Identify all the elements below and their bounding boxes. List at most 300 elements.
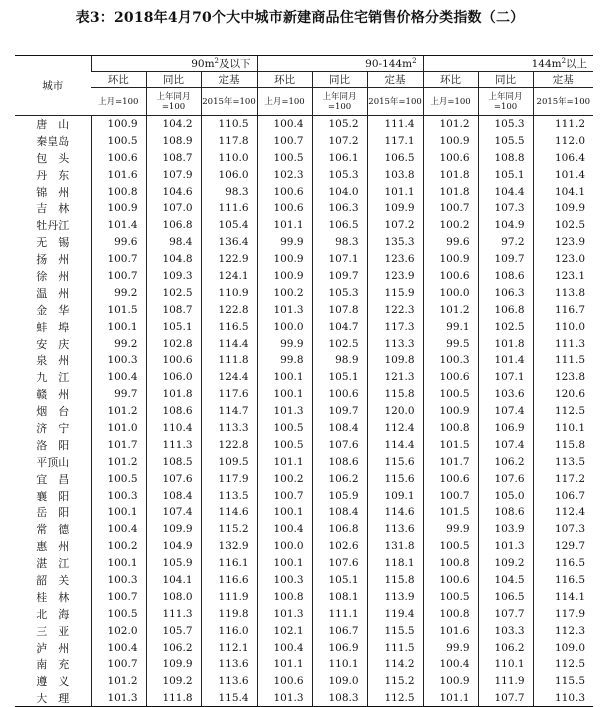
index-value-cell: 115.8 (367, 386, 423, 403)
city-name-cell: 徐 州 (36, 269, 70, 283)
index-value-cell: 100.3 (91, 487, 146, 504)
index-value-cell: 100.7 (423, 487, 478, 504)
index-value-cell: 109.7 (312, 403, 367, 420)
index-value-cell: 108.1 (312, 588, 367, 605)
index-value-cell: 114.1 (533, 588, 593, 605)
index-value-cell: 124.4 (201, 369, 257, 386)
city-name-cell: 泸 州 (36, 641, 70, 655)
city-name-cell: 金 华 (36, 303, 70, 317)
index-value-cell: 121.3 (367, 369, 423, 386)
city-name-cell: 安 庆 (36, 337, 70, 351)
index-value-cell: 109.2 (478, 555, 533, 572)
index-value-cell: 101.6 (91, 166, 146, 183)
index-value-cell: 106.3 (478, 284, 533, 301)
metric-header-base: 定基 (533, 72, 593, 88)
index-value-cell: 111.5 (533, 352, 593, 369)
index-value-cell: 99.9 (423, 639, 478, 656)
index-value-cell: 110.0 (533, 318, 593, 335)
index-value-cell: 100.9 (423, 403, 478, 420)
index-value-cell: 112.0 (533, 132, 593, 149)
index-value-cell: 129.7 (533, 538, 593, 555)
index-value-cell: 100.6 (312, 386, 367, 403)
city-name-cell: 温 州 (36, 286, 70, 300)
city-name-cell: 襄 阳 (36, 489, 70, 503)
index-value-cell: 105.1 (312, 369, 367, 386)
group-label-main: 90m (191, 58, 215, 70)
index-value-cell: 110.1 (478, 656, 533, 673)
index-value-cell: 106.7 (533, 487, 593, 504)
index-value-cell: 101.1 (257, 217, 312, 234)
index-value-cell: 106.2 (312, 470, 367, 487)
index-value-cell: 106.2 (478, 639, 533, 656)
index-value-cell: 101.3 (257, 301, 312, 318)
index-value-cell: 100.1 (91, 504, 146, 521)
city-name-cell: 九 江 (36, 371, 70, 385)
metric-header-mom: 环比 (423, 72, 478, 88)
index-value-cell: 101.2 (91, 453, 146, 470)
index-value-cell: 111.8 (146, 690, 201, 707)
metric-header-mom: 环比 (257, 72, 312, 88)
index-value-cell: 114.7 (201, 403, 257, 420)
index-value-cell: 108.8 (478, 149, 533, 166)
index-value-cell: 115.2 (367, 673, 423, 690)
table-row (15, 487, 593, 504)
index-value-cell: 101.4 (533, 166, 593, 183)
index-value-cell: 119.4 (367, 605, 423, 622)
index-value-cell: 106.5 (367, 149, 423, 166)
table-row (15, 605, 593, 622)
header-row-bases (15, 88, 593, 116)
index-value-cell: 110.1 (533, 420, 593, 437)
index-value-cell: 100.7 (91, 251, 146, 268)
index-value-cell: 100.8 (91, 183, 146, 200)
index-value-cell: 136.4 (201, 234, 257, 251)
base-header-2015: 2015年=100 (201, 88, 257, 116)
index-value-cell: 100.0 (257, 538, 312, 555)
index-value-cell: 108.7 (146, 149, 201, 166)
index-value-cell: 113.5 (201, 487, 257, 504)
table-row (15, 453, 593, 470)
index-value-cell: 112.5 (367, 690, 423, 707)
index-value-cell: 123.9 (367, 268, 423, 285)
table-body (15, 116, 593, 707)
index-value-cell: 100.6 (423, 149, 478, 166)
group-label-sup: 2 (561, 57, 567, 65)
index-value-cell: 106.2 (478, 453, 533, 470)
index-value-cell: 107.3 (478, 200, 533, 217)
index-value-cell: 99.9 (257, 335, 312, 352)
index-value-cell: 117.9 (533, 605, 593, 622)
index-value-cell: 106.9 (312, 639, 367, 656)
index-value-cell: 111.3 (533, 335, 593, 352)
index-value-cell: 110.4 (146, 420, 201, 437)
index-value-cell: 100.0 (423, 284, 478, 301)
index-value-cell: 100.2 (91, 538, 146, 555)
index-value-cell: 100.2 (423, 217, 478, 234)
index-value-cell: 112.5 (533, 403, 593, 420)
index-value-cell: 103.6 (478, 386, 533, 403)
index-value-cell: 120.6 (533, 386, 593, 403)
index-value-cell: 100.6 (423, 572, 478, 589)
header-row-metrics (15, 72, 593, 88)
city-name-cell: 无 锡 (36, 236, 70, 250)
table-row (15, 234, 593, 251)
index-value-cell: 100.7 (257, 132, 312, 149)
city-name-cell: 吉 林 (36, 202, 70, 216)
header-row-groups (15, 56, 593, 72)
index-value-cell: 103.3 (478, 622, 533, 639)
table-row (15, 555, 593, 572)
index-value-cell: 107.6 (312, 555, 367, 572)
index-value-cell: 101.2 (423, 301, 478, 318)
index-value-cell: 107.3 (533, 521, 593, 538)
index-value-cell: 107.2 (367, 217, 423, 234)
table-row (15, 639, 593, 656)
index-value-cell: 111.4 (367, 116, 423, 133)
index-value-cell: 122.3 (367, 301, 423, 318)
index-value-cell: 106.9 (478, 420, 533, 437)
index-value-cell: 99.9 (257, 234, 312, 251)
index-value-cell: 100.0 (257, 318, 312, 335)
index-value-cell: 105.3 (312, 166, 367, 183)
city-name-cell: 三 亚 (36, 624, 70, 638)
index-value-cell: 109.0 (533, 639, 593, 656)
index-value-cell: 100.5 (423, 538, 478, 555)
index-value-cell: 101.3 (257, 605, 312, 622)
index-value-cell: 116.6 (201, 572, 257, 589)
index-value-cell: 117.1 (367, 132, 423, 149)
group-label-sup: 2 (412, 57, 417, 65)
table-row (15, 504, 593, 521)
index-value-cell: 100.7 (257, 487, 312, 504)
index-value-cell: 98.3 (201, 183, 257, 200)
index-value-cell: 107.6 (146, 470, 201, 487)
index-value-cell: 101.8 (478, 335, 533, 352)
index-value-cell: 113.6 (201, 673, 257, 690)
base-header-prev-month: 上月=100 (423, 88, 478, 116)
index-value-cell: 101.5 (423, 436, 478, 453)
index-value-cell: 100.9 (423, 132, 478, 149)
index-value-cell: 116.5 (533, 572, 593, 589)
index-value-cell: 100.3 (91, 352, 146, 369)
index-value-cell: 104.1 (533, 183, 593, 200)
table-row (15, 673, 593, 690)
index-value-cell: 105.7 (146, 622, 201, 639)
index-value-cell: 111.6 (201, 200, 257, 217)
index-value-cell: 123.8 (533, 369, 593, 386)
index-value-cell: 101.3 (257, 690, 312, 707)
index-value-cell: 107.4 (478, 403, 533, 420)
index-value-cell: 105.1 (146, 318, 201, 335)
price-index-table (15, 56, 593, 707)
index-value-cell: 100.4 (257, 639, 312, 656)
index-value-cell: 100.8 (423, 420, 478, 437)
index-value-cell: 114.2 (367, 656, 423, 673)
city-name-cell: 湛 江 (36, 557, 70, 571)
index-value-cell: 100.6 (257, 200, 312, 217)
index-value-cell: 98.3 (312, 234, 367, 251)
index-value-cell: 100.5 (257, 149, 312, 166)
city-name-cell: 丹 东 (36, 168, 70, 182)
index-value-cell: 108.4 (146, 487, 201, 504)
index-value-cell: 105.0 (478, 487, 533, 504)
index-value-cell: 108.4 (312, 420, 367, 437)
index-value-cell: 107.2 (312, 132, 367, 149)
index-value-cell: 109.9 (533, 200, 593, 217)
group-label-main: 90-144m (365, 58, 413, 70)
group-label-sup: 2 (214, 57, 220, 65)
index-value-cell: 100.5 (91, 605, 146, 622)
city-name-cell: 牡丹江 (36, 219, 70, 233)
index-value-cell: 117.8 (201, 132, 257, 149)
index-value-cell: 100.6 (423, 369, 478, 386)
index-value-cell: 100.1 (257, 555, 312, 572)
index-value-cell: 135.3 (367, 234, 423, 251)
table-row (15, 166, 593, 183)
index-value-cell: 100.9 (91, 116, 146, 133)
index-value-cell: 103.9 (478, 521, 533, 538)
index-value-cell: 100.1 (91, 318, 146, 335)
index-value-cell: 117.2 (533, 470, 593, 487)
index-value-cell: 100.6 (257, 183, 312, 200)
index-value-cell: 114.4 (201, 335, 257, 352)
index-value-cell: 101.3 (478, 538, 533, 555)
index-value-cell: 100.9 (257, 268, 312, 285)
index-value-cell: 115.8 (367, 572, 423, 589)
index-value-cell: 106.0 (146, 369, 201, 386)
index-value-cell: 106.5 (478, 588, 533, 605)
city-name-cell: 宜 昌 (36, 472, 70, 486)
index-value-cell: 132.9 (201, 538, 257, 555)
index-value-cell: 100.5 (91, 470, 146, 487)
index-value-cell: 115.9 (367, 284, 423, 301)
table-row (15, 470, 593, 487)
index-value-cell: 112.1 (201, 639, 257, 656)
index-value-cell: 131.8 (367, 538, 423, 555)
index-value-cell: 119.8 (201, 605, 257, 622)
index-value-cell: 102.5 (533, 217, 593, 234)
table-row (15, 588, 593, 605)
index-value-cell: 100.2 (257, 470, 312, 487)
index-value-cell: 112.4 (533, 504, 593, 521)
index-value-cell: 116.7 (533, 301, 593, 318)
index-value-cell: 114.6 (201, 504, 257, 521)
index-value-cell: 108.9 (146, 132, 201, 149)
table-row (15, 690, 593, 707)
index-value-cell: 106.4 (533, 149, 593, 166)
city-name-cell: 烟 台 (36, 405, 70, 419)
index-value-cell: 100.5 (423, 386, 478, 403)
city-column-header: 城市 (15, 56, 91, 116)
index-value-cell: 102.6 (312, 538, 367, 555)
index-value-cell: 97.2 (478, 234, 533, 251)
index-value-cell: 101.1 (423, 690, 478, 707)
index-value-cell: 112.5 (533, 656, 593, 673)
index-value-cell: 100.4 (257, 521, 312, 538)
table-row (15, 200, 593, 217)
index-value-cell: 106.7 (312, 622, 367, 639)
index-value-cell: 116.5 (201, 318, 257, 335)
index-value-cell: 101.2 (91, 403, 146, 420)
metric-header-yoy: 同比 (312, 72, 367, 88)
index-value-cell: 106.3 (312, 200, 367, 217)
city-name-cell: 蚌 埠 (36, 320, 70, 334)
base-header-prev-year: 上年同月=100 (312, 88, 367, 116)
index-value-cell: 102.0 (91, 622, 146, 639)
index-value-cell: 102.8 (146, 335, 201, 352)
index-value-cell: 123.1 (533, 268, 593, 285)
index-value-cell: 102.3 (257, 166, 312, 183)
index-value-cell: 105.9 (312, 487, 367, 504)
index-value-cell: 109.7 (312, 268, 367, 285)
index-value-cell: 108.6 (312, 453, 367, 470)
table-row (15, 622, 593, 639)
index-value-cell: 117.3 (367, 318, 423, 335)
index-value-cell: 107.4 (478, 436, 533, 453)
index-value-cell: 113.9 (367, 588, 423, 605)
table-row (15, 301, 593, 318)
index-value-cell: 109.9 (367, 200, 423, 217)
base-header-2015: 2015年=100 (533, 88, 593, 116)
table-row (15, 284, 593, 301)
index-value-cell: 108.7 (146, 301, 201, 318)
index-value-cell: 111.3 (146, 605, 201, 622)
index-value-cell: 104.9 (146, 538, 201, 555)
index-value-cell: 100.6 (146, 352, 201, 369)
table-row (15, 116, 593, 133)
base-header-prev-month: 上月=100 (91, 88, 146, 116)
index-value-cell: 104.9 (478, 217, 533, 234)
index-value-cell: 110.9 (201, 284, 257, 301)
city-name-cell: 秦皇岛 (36, 134, 70, 148)
city-name-cell: 常 德 (36, 523, 70, 537)
index-value-cell: 100.6 (423, 268, 478, 285)
index-value-cell: 104.4 (478, 183, 533, 200)
index-value-cell: 100.1 (257, 386, 312, 403)
index-value-cell: 109.0 (312, 673, 367, 690)
index-value-cell: 124.1 (201, 268, 257, 285)
table-row (15, 403, 593, 420)
index-value-cell: 104.6 (146, 183, 201, 200)
index-value-cell: 105.4 (201, 217, 257, 234)
index-value-cell: 100.8 (423, 555, 478, 572)
index-value-cell: 100.9 (257, 251, 312, 268)
index-value-cell: 117.6 (201, 386, 257, 403)
index-value-cell: 101.4 (478, 352, 533, 369)
index-value-cell: 113.3 (367, 335, 423, 352)
index-value-cell: 114.4 (367, 436, 423, 453)
index-value-cell: 108.3 (312, 690, 367, 707)
index-value-cell: 100.5 (257, 420, 312, 437)
index-value-cell: 105.2 (312, 116, 367, 133)
index-value-cell: 101.6 (423, 622, 478, 639)
index-value-cell: 101.2 (423, 116, 478, 133)
index-value-cell: 106.0 (201, 166, 257, 183)
group-label-tail: 以上 (566, 58, 588, 70)
city-name-cell: 大 理 (15, 690, 91, 707)
base-header-2015: 2015年=100 (367, 88, 423, 116)
index-value-cell: 113.5 (533, 453, 593, 470)
index-value-cell: 99.1 (423, 318, 478, 335)
index-value-cell: 101.3 (91, 690, 146, 707)
metric-header-base: 定基 (201, 72, 257, 88)
city-name-cell: 南 充 (36, 658, 70, 672)
index-value-cell: 99.2 (91, 335, 146, 352)
index-value-cell: 115.4 (201, 690, 257, 707)
table-row (15, 251, 593, 268)
group-label-tail: 及以下 (219, 58, 251, 70)
index-value-cell: 101.1 (257, 656, 312, 673)
base-header-prev-year: 上年同月=100 (146, 88, 201, 116)
table-row (15, 369, 593, 386)
index-value-cell: 102.1 (257, 622, 312, 639)
index-value-cell: 109.2 (146, 673, 201, 690)
index-value-cell: 106.8 (478, 301, 533, 318)
index-value-cell: 108.5 (146, 453, 201, 470)
index-value-cell: 106.5 (312, 217, 367, 234)
index-value-cell: 107.7 (478, 690, 533, 707)
index-value-cell: 108.0 (146, 588, 201, 605)
index-value-cell: 101.7 (423, 453, 478, 470)
index-value-cell: 101.8 (146, 386, 201, 403)
index-value-cell: 122.8 (201, 301, 257, 318)
index-value-cell: 105.5 (478, 132, 533, 149)
index-value-cell: 100.4 (91, 521, 146, 538)
index-value-cell: 101.7 (91, 436, 146, 453)
table-row (15, 132, 593, 149)
index-value-cell: 100.2 (257, 284, 312, 301)
index-value-cell: 115.5 (533, 673, 593, 690)
metric-header-mom: 环比 (91, 72, 146, 88)
index-value-cell: 114.6 (367, 504, 423, 521)
index-value-cell: 104.2 (146, 116, 201, 133)
index-value-cell: 106.2 (146, 639, 201, 656)
index-value-cell: 99.2 (91, 284, 146, 301)
table-row (15, 318, 593, 335)
table-row (15, 268, 593, 285)
index-value-cell: 100.7 (91, 268, 146, 285)
metric-header-yoy: 同比 (478, 72, 533, 88)
table-row (15, 183, 593, 200)
city-name-cell: 锦 州 (36, 185, 70, 199)
index-value-cell: 107.1 (478, 369, 533, 386)
base-header-prev-year: 上年同月=100 (478, 88, 533, 116)
table-row (15, 656, 593, 673)
index-value-cell: 100.7 (91, 656, 146, 673)
index-value-cell: 101.8 (423, 166, 478, 183)
index-value-cell: 122.8 (201, 436, 257, 453)
index-value-cell: 101.3 (257, 403, 312, 420)
index-value-cell: 106.8 (146, 217, 201, 234)
index-value-cell: 101.2 (91, 673, 146, 690)
metric-header-yoy: 同比 (146, 72, 201, 88)
index-value-cell: 109.7 (478, 251, 533, 268)
index-value-cell: 101.0 (91, 420, 146, 437)
index-value-cell: 113.8 (533, 284, 593, 301)
city-name-cell: 岳 阳 (36, 506, 70, 520)
index-value-cell: 110.0 (201, 149, 257, 166)
index-value-cell: 115.8 (533, 436, 593, 453)
index-value-cell: 115.6 (367, 453, 423, 470)
index-value-cell: 101.4 (91, 217, 146, 234)
index-value-cell: 108.6 (146, 403, 201, 420)
index-value-cell: 110.1 (312, 656, 367, 673)
metric-header-base: 定基 (367, 72, 423, 88)
group-header-90-below (91, 56, 257, 72)
index-value-cell: 102.5 (146, 284, 201, 301)
city-name-cell: 惠 州 (36, 540, 70, 554)
index-value-cell: 116.0 (201, 622, 257, 639)
